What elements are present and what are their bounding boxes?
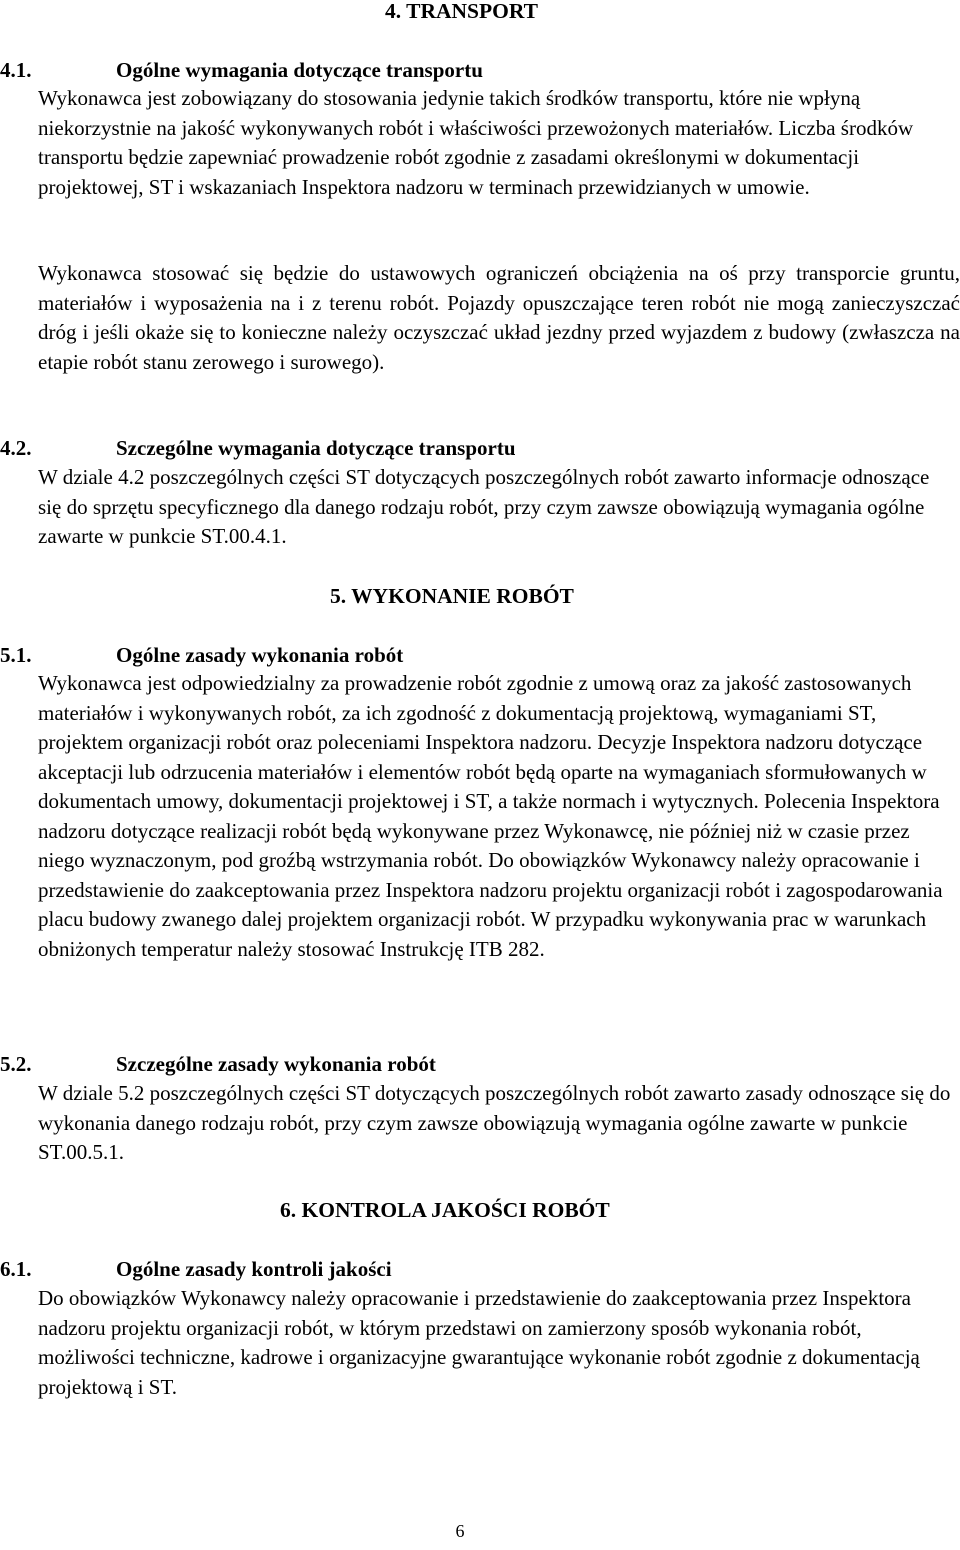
section-title: Ogólne zasady wykonania robót [116,643,404,667]
section-title: Szczególne zasady wykonania robót [116,1052,436,1076]
paragraph-5-2: W dziale 5.2 poszczególnych części ST dotyczących poszczególnych robót zawarto zasady odnoszące się do wykonania danego rodzaju robót, przy czym zawsze obowiązują wymagania ogólne zawarte w punkcie ST.00.5.1. [38,1081,951,1164]
section-number: 6.1. [0,1257,32,1281]
section-number: 5.1. [0,643,32,667]
section-number: 4.1. [0,58,32,82]
chapter-4-heading: 4. TRANSPORT [385,0,538,23]
chapter-5-heading: 5. WYKONANIE ROBÓT [330,584,574,608]
paragraph-4-1-a: Wykonawca jest zobowiązany do stosowania jedynie takich środków transportu, które nie wpłyną niekorzystnie na jakość wykonywanych robót i właściwości przewożonych materiałów. Liczba środków transportu będzie zapewniać prowadzenie robót zgodnie z zasadami określonymi w dokumentacji projektowej, ST i wskazaniach Inspektora nadzoru w terminach przewidzianych w umowie. [38,86,914,199]
paragraph-4-1-b: Wykonawca stosować się będzie do ustawowych ograniczeń obciążenia na oś przy transporcie gruntu, materiałów i wyposażenia na i z terenu robót. Pojazdy opuszczające teren robót nie mogą zanieczyszczać dróg i jeśli okaże się to konieczne należy oczyszczać układ jezdny przed wyjazdem z budowy (zwłaszcza na etapie robót stanu zerowego i surowego). [38,261,960,374]
paragraph-5-1: Wykonawca jest odpowiedzialny za prowadzenie robót zgodnie z umową oraz za jakość zastosowanych materiałów i wykonywanych robót, za ich zgodność z dokumentacją projektową, wymaganiami ST, projektem organizacji robót oraz poleceniami Inspektora nadzoru. Decyzje Inspektora nadzoru dotyczące akceptacji lub odrzucenia materiałów i elementów robót będą oparte na wymaganiach sformułowanych w dokumentach umowy, dokumentacji projektowej i ST, a także normach i wytycznych. Polecenia Inspektora nadzoru dotyczące realizacji robót będą wykonywane przez Wykonawcę, nie później niż w czasie przez niego wyznaczonym, pod groźbą wstrzymania robót. Do obowiązków Wykonawcy należy opracowanie i przedstawienie do zaakceptowania przez Inspektora nadzoru projektu organizacji robót i zagospodarowania placu budowy zwanego dalej projektem organizacji robót. W przypadku wykonywania prac w warunkach obniżonych temperatur należy stosować Instrukcję ITB 282. [38,671,943,961]
section-title: Szczególne wymagania dotyczące transportu [116,436,516,460]
section-title: Ogólne wymagania dotyczące transportu [116,58,483,82]
page-number: 6 [455,1521,465,1541]
section-title: Ogólne zasady kontroli jakości [116,1257,392,1281]
section-number: 4.2. [0,436,32,460]
chapter-6-heading: 6. KONTROLA JAKOŚCI ROBÓT [280,1198,610,1222]
section-number: 5.2. [0,1052,32,1076]
paragraph-6-1: Do obowiązków Wykonawcy należy opracowanie i przedstawienie do zaakceptowania przez Inspektora nadzoru projektu organizacji robót, w którym przedstawi on zamierzony sposób wykonania robót, możliwości techniczne, kadrowe i organizacyjne gwarantujące wykonanie robót zgodnie z dokumentacją projektową i ST. [38,1286,920,1399]
paragraph-4-2: W dziale 4.2 poszczególnych części ST dotyczących poszczególnych robót zawarto informacje odnoszące się do sprzętu specyficznego dla danego rodzaju robót, przy czym zawsze obowiązują wymagania ogólne zawarte w punkcie ST.00.4.1. [38,465,930,548]
